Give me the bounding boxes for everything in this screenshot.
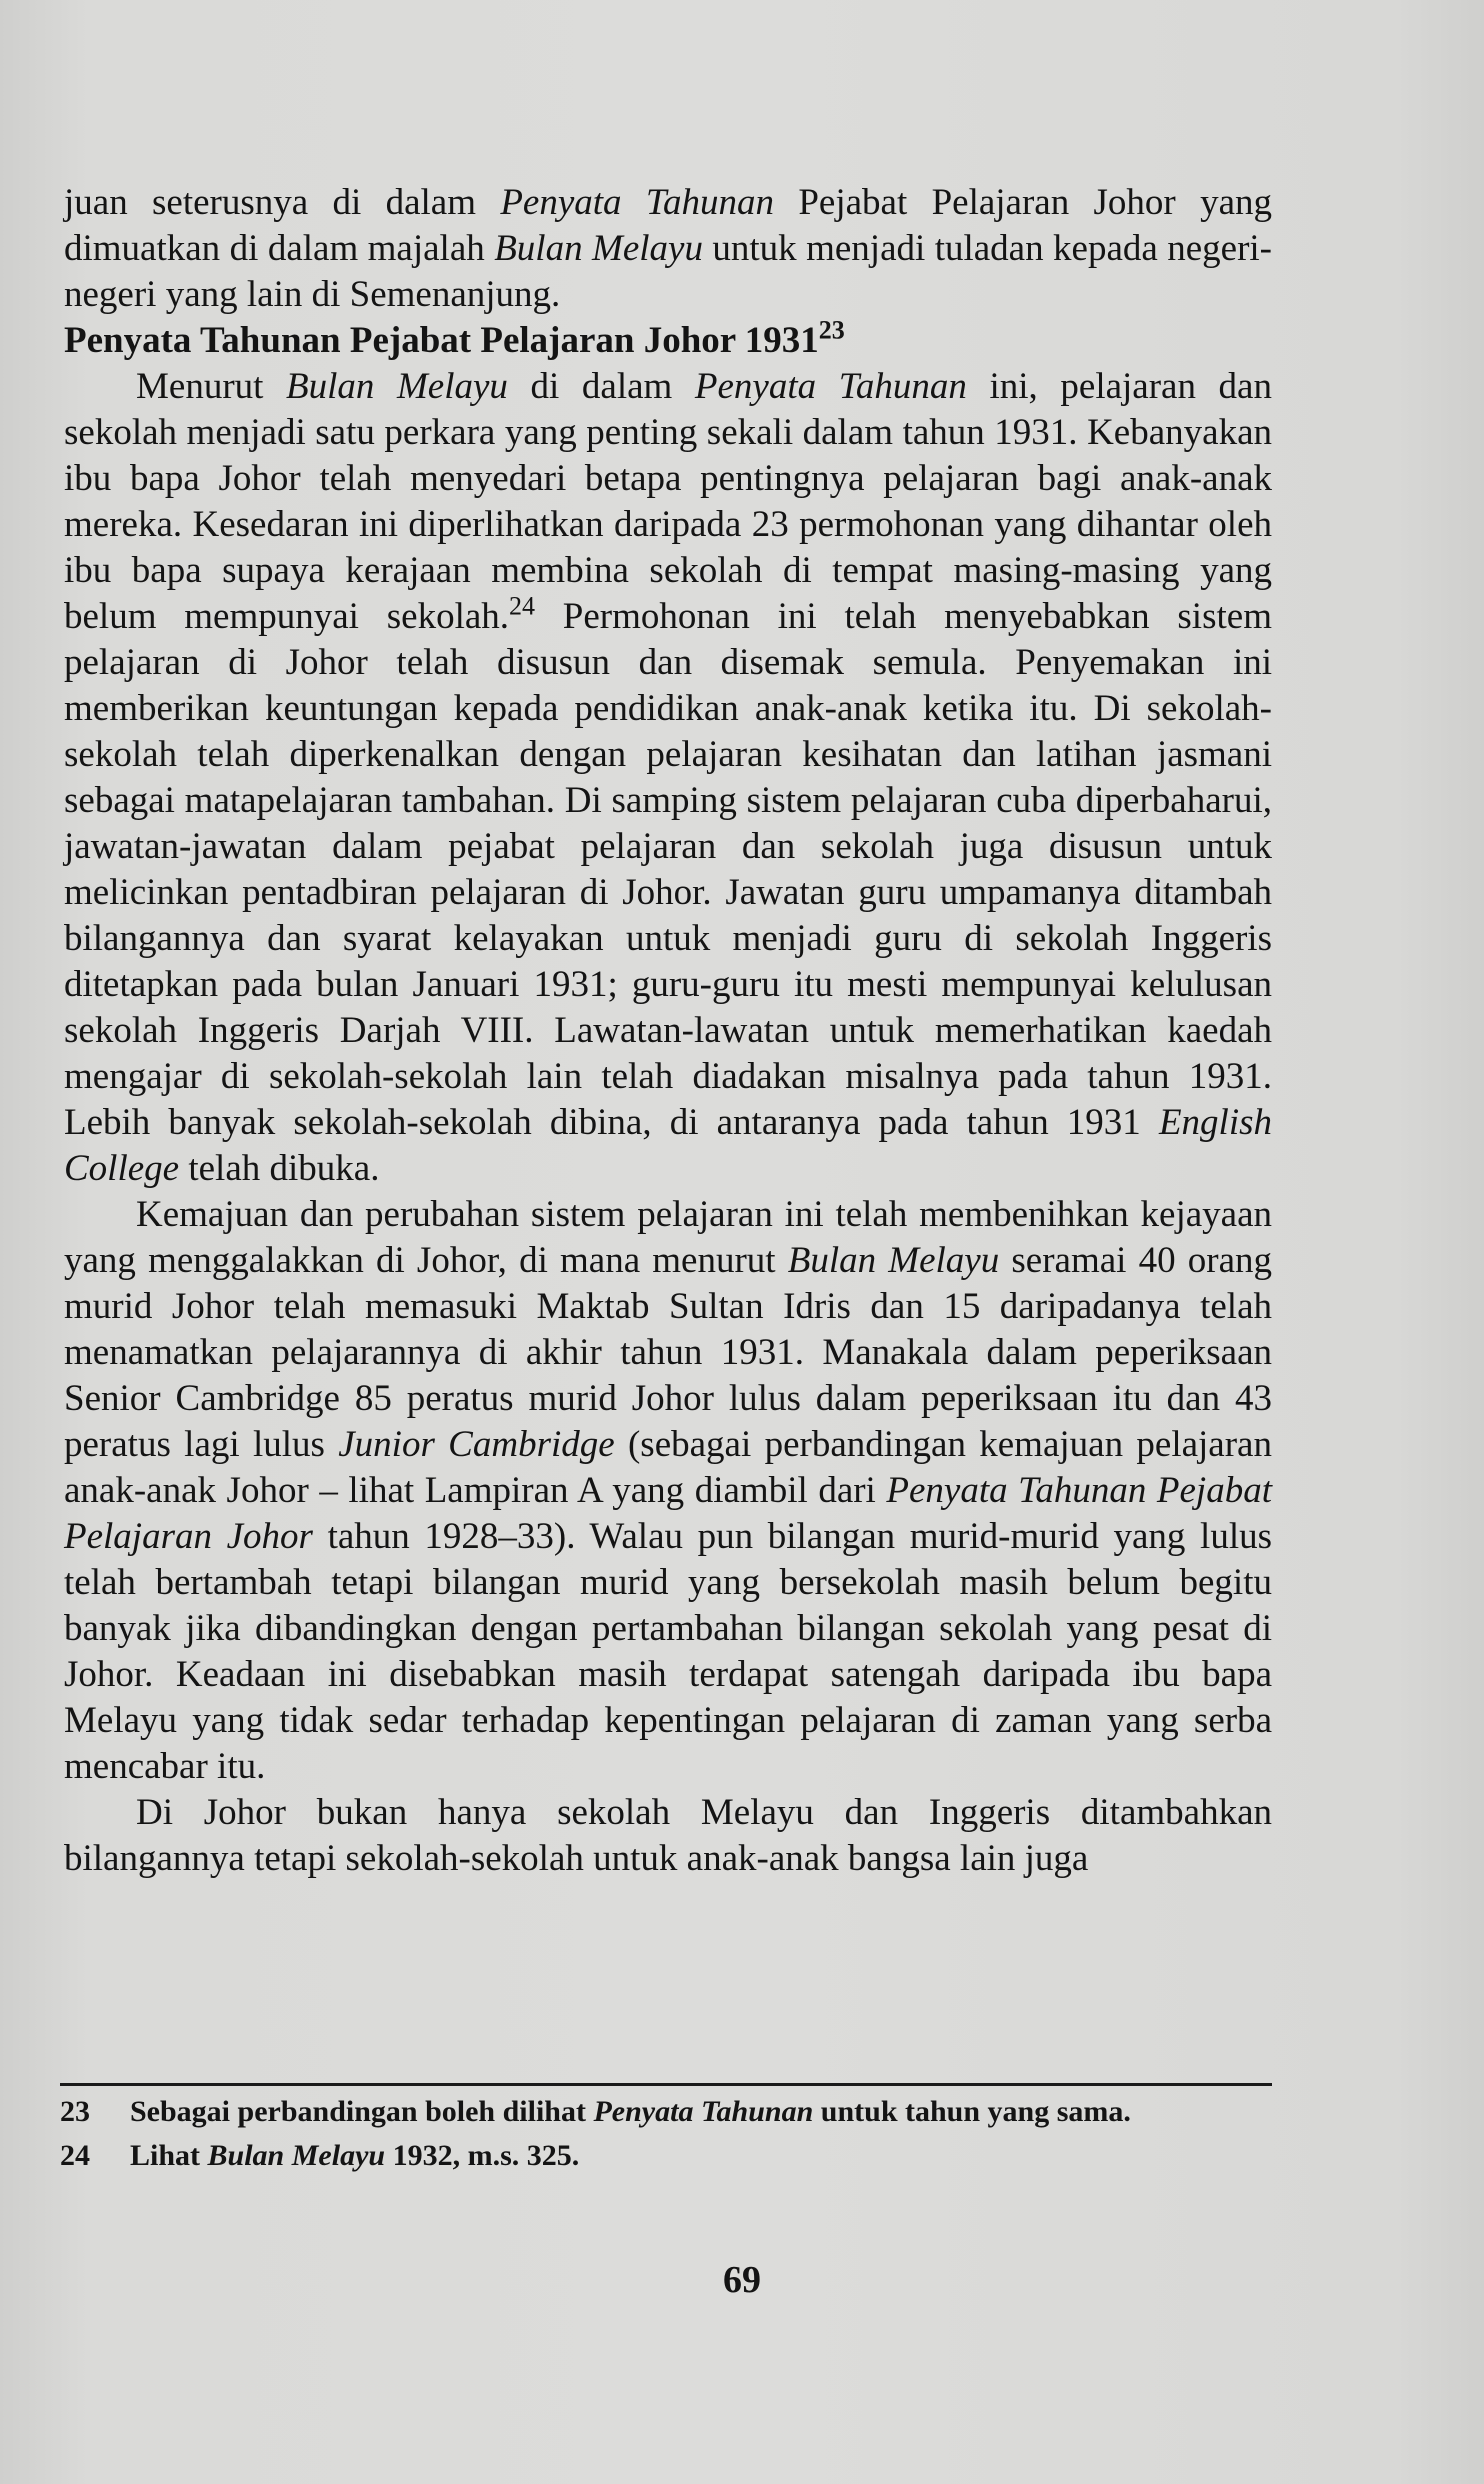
footnote-number: 23 [60, 2095, 90, 2128]
footnote-divider [60, 2083, 1272, 2086]
paragraph-3: Kemajuan dan perubahan sistem pelajaran ini telah membenihkan kejayaan yang menggalakkan di Johor, di mana menurut Bulan Melayu seramai 40 orang murid Johor telah memasuki Maktab Sultan Idris dan 15 daripadanya telah menamatkan pelajarannya di akhir tahun 1931. Manakala dalam peperiksaan Senior Cambridge 85 peratus murid Johor lulus dalam peperiksaan itu dan 43 peratus lagi lulus Junior Cambridge (sebagai perbandingan kemajuan pelajaran anak-anak Johor – lihat Lampiran A yang diambil dari Penyata Tahunan Pejabat Pelajaran Johor tahun 1928–33). Walau pun bilangan murid-murid yang lulus telah bertambah tetapi bilangan murid yang bersekolah masih belum begitu banyak jika dibandingkan dengan pertambahan bilangan sekolah yang pesat di Johor. Keadaan ini disebabkan masih terdapat satengah daripada ibu bapa Melayu yang tidak sedar terhadap kepentingan pelajaran di zaman yang serba mencabar itu. [64, 1194, 1272, 1787]
footnote-ref-24: 24 [509, 591, 536, 621]
paragraph-2: Menurut Bulan Melayu di dalam Penyata Tahunan ini, pelajaran dan sekolah menjadi satu perkara yang penting sekali dalam tahun 1931. Kebanyakan ibu bapa Johor telah menyedari betapa pentingnya pelajaran bagi anak-anak mereka. Kesedaran ini diperlihatkan daripada 23 permohonan yang dihantar oleh ibu bapa supaya kerajaan membina sekolah di tempat masing-masing yang belum mempunyai sekolah.$^{24}$ Permohonan ini telah menyebabkan sistem pelajaran di Johor telah disusun dan disemak semula. Penyemakan ini memberikan keuntungan kepada pendidikan anak-anak ketika itu. Di sekolah-sekolah telah diperkenalkan dengan pelajaran kesihatan dan latihan jasmani sebagai matapelajaran tambahan. Di samping sistem pelajaran cuba diperbaharui, jawatan-jawatan dalam pejabat pelajaran dan sekolah juga disusun untuk melicinkan pentadbiran pelajaran di Johor. Jawatan guru umpamanya ditambah bilangannya dan syarat kelayakan untuk menjadi guru di sekolah Inggeris ditetapkan pada bulan Januari 1931; guru-guru itu mesti mempunyai kelulusan sekolah Inggeris Darjah VIII. Lawatan-lawatan untuk memerhatikan kaedah mengajar di sekolah-sekolah lain telah diadakan misalnya pada tahun 1931. Lebih banyak sekolah-sekolah dibina, di antaranya pada tahun 1931 English College telah dibuka. [64, 366, 1272, 1189]
paragraph-4: Di Johor bukan hanya sekolah Melayu dan Inggeris ditambahkan bilangannya tetapi sekolah-sekolah untuk anak-anak bangsa lain juga [64, 1792, 1272, 1879]
paragraph-1: juan seterusnya di dalam Penyata Tahunan Pejabat Pelajaran Johor yang dimuatkan di dalam majalah Bulan Melayu untuk menjadi tuladan kepada negeri-negeri yang lain di Semenanjung. [64, 182, 1272, 315]
footnote-24 [60, 2138, 1272, 2174]
footnote-23 [60, 2094, 1272, 2130]
section-heading: Penyata Tahunan Pejabat Pelajaran Johor 1931$^{23}$ [64, 315, 845, 361]
footnote-ref-23: 23 [818, 315, 845, 345]
body-text [64, 180, 1272, 1882]
footnote-text: Sebagai perbandingan boleh dilihat Penyata Tahunan untuk tahun yang sama. [130, 2095, 1131, 2128]
footnotes [60, 2094, 1272, 2182]
footnote-text: Lihat Bulan Melayu 1932, m.s. 325. [130, 2139, 580, 2172]
page-number: 69 [723, 2259, 761, 2301]
footnote-number: 24 [60, 2139, 90, 2172]
